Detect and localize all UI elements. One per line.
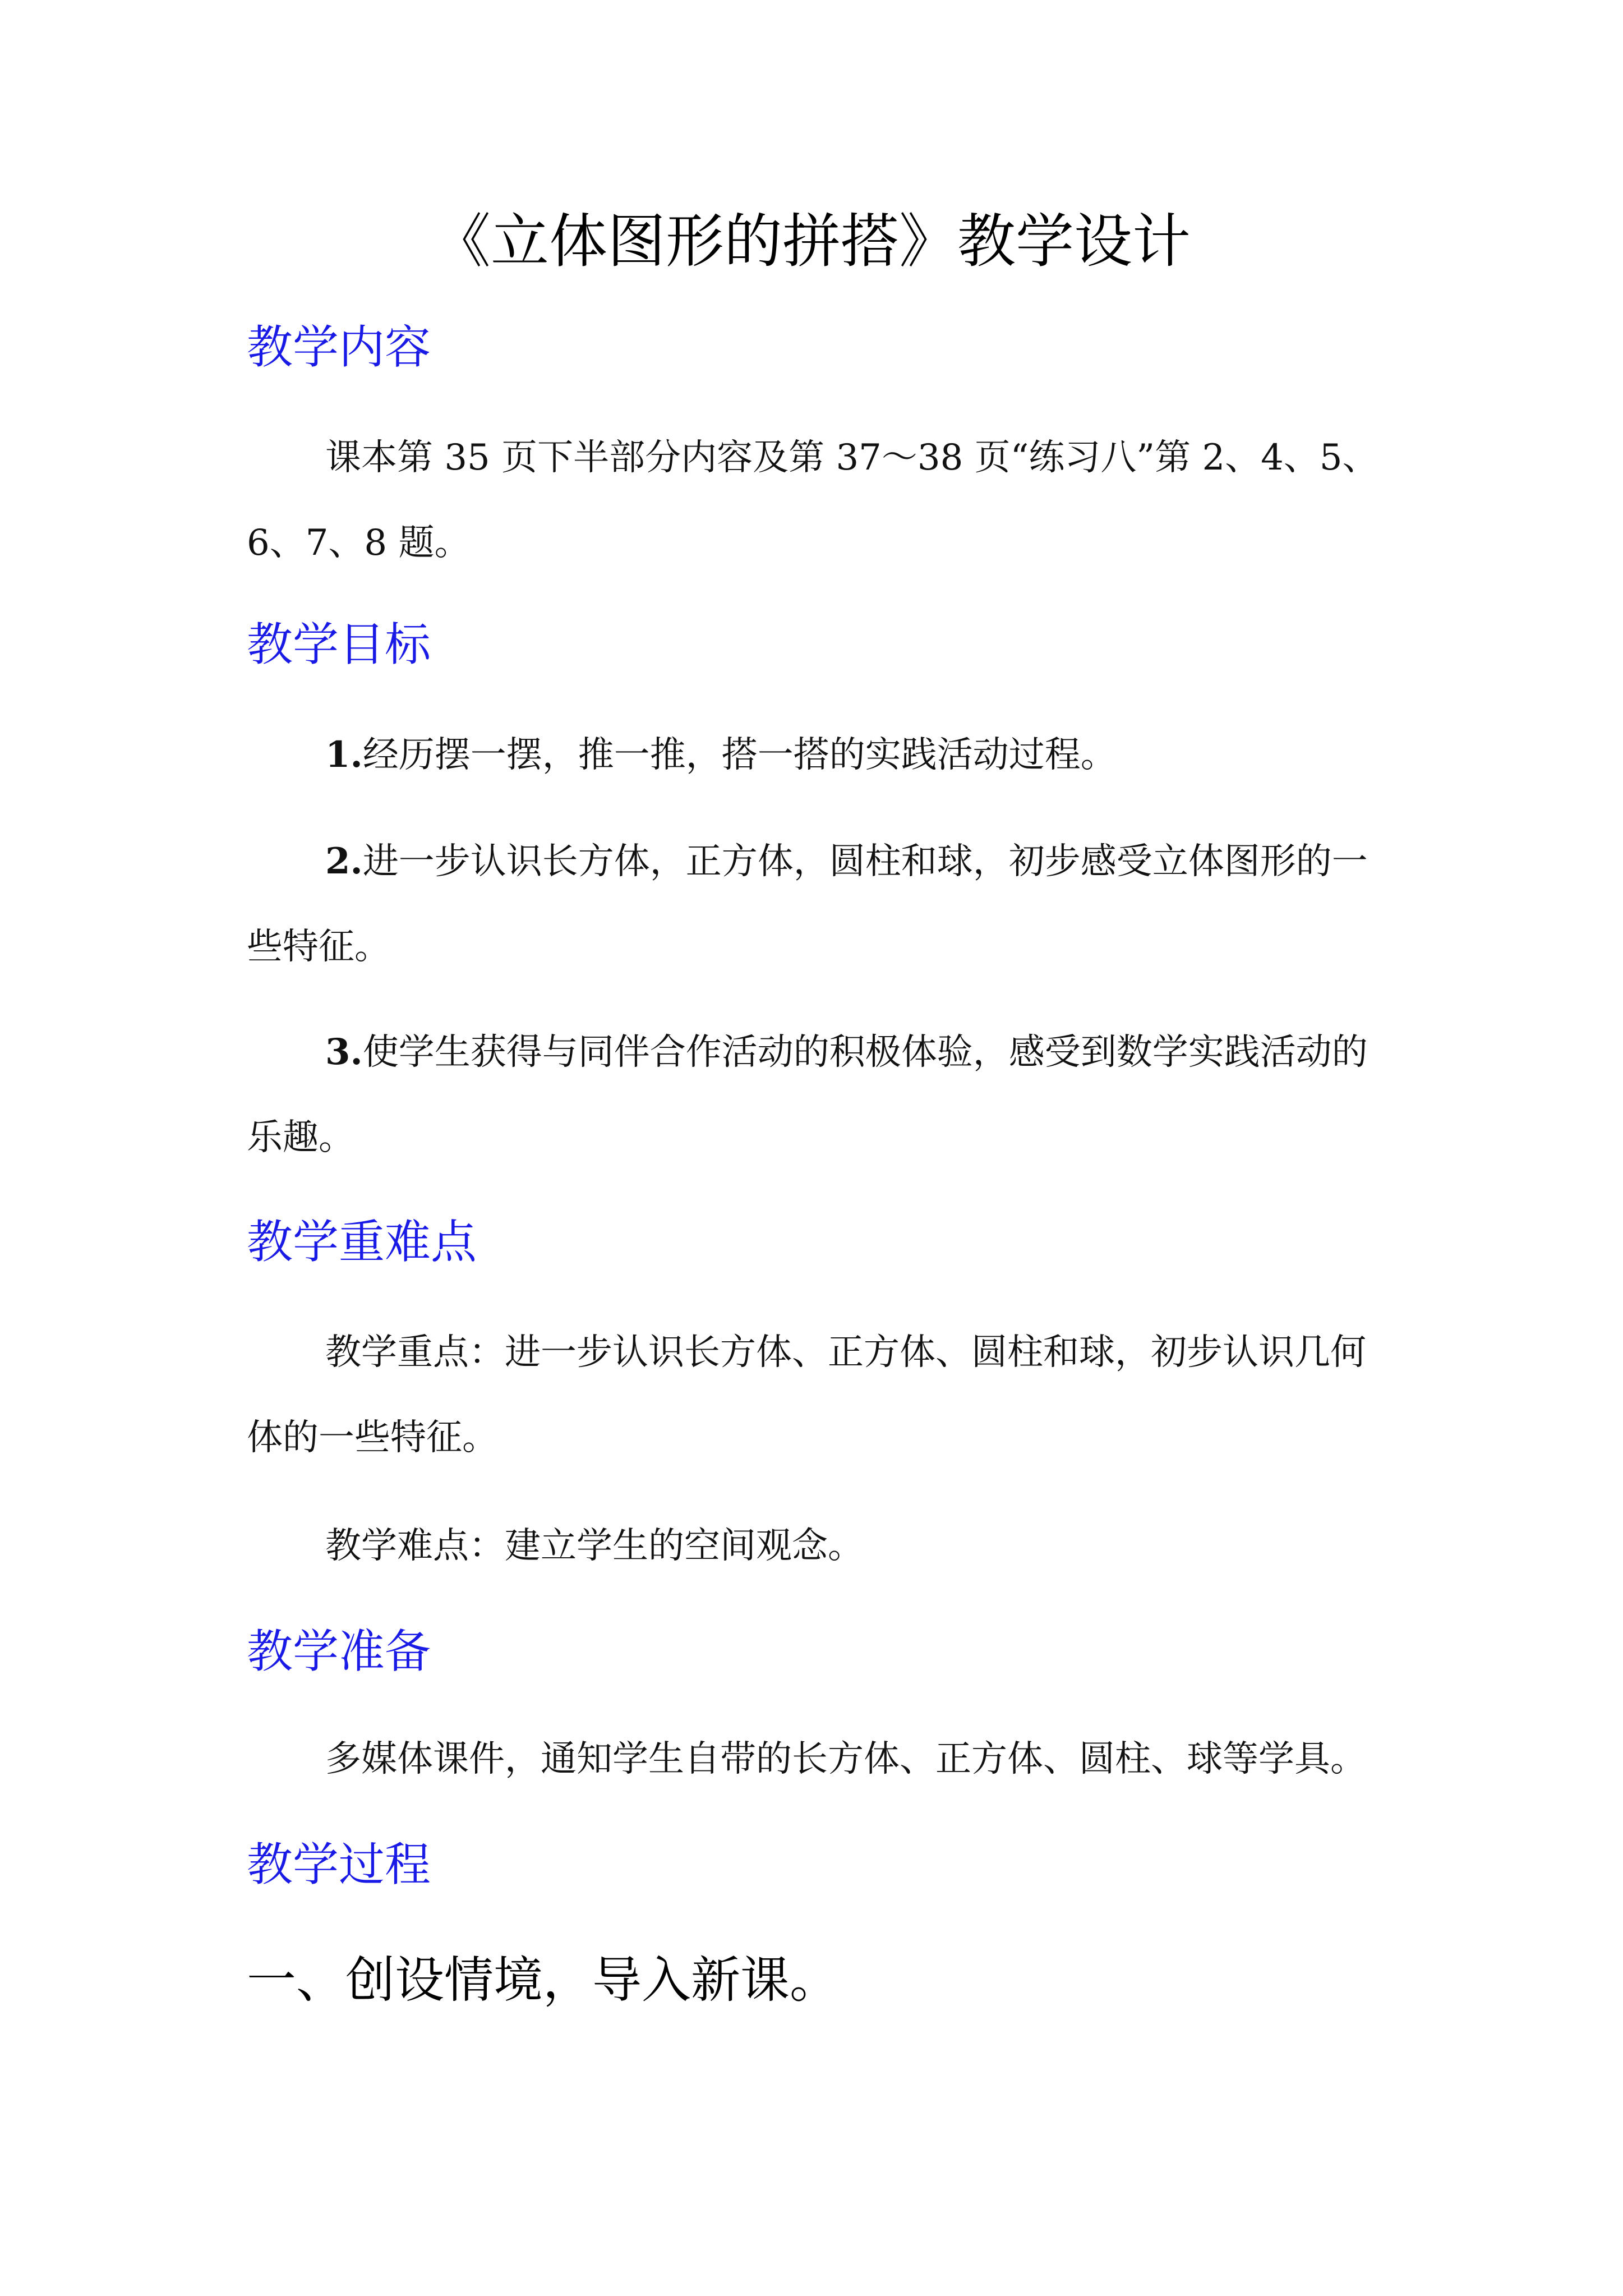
- heading-teaching-preparation: 教学准备: [247, 1625, 431, 1678]
- objective-text: 使学生获得与同伴合作活动的积极体验，感受到数学实践活动的乐趣。: [247, 1032, 1368, 1158]
- objective-text: 进一步认识长方体，正方体，圆柱和球，初步感受立体图形的一些特征。: [247, 841, 1368, 968]
- objective-item: [247, 1010, 1385, 1180]
- objective-text: 经历摆一摆，推一推，搭一搭的实践活动过程。: [362, 734, 1117, 776]
- heading-teaching-objectives: 教学目标: [247, 618, 431, 671]
- objective-item: [247, 712, 1385, 798]
- heading-teaching-process: 教学过程: [247, 1838, 431, 1892]
- objective-number: 3.: [325, 1031, 363, 1073]
- heading-key-difficult-points: 教学重难点: [247, 1216, 477, 1269]
- objective-number: 2.: [325, 840, 363, 882]
- heading-teaching-content: 教学内容: [247, 321, 431, 374]
- objective-number: 1.: [325, 734, 363, 776]
- objective-item: [247, 819, 1385, 990]
- teaching-content-paragraph: 课本第 35 页下半部分内容及第 37～38 页“练习八”第 2、4、5、6、7、8 题。: [247, 437, 1378, 564]
- teaching-difficulty-paragraph: 教学难点：建立学生的空间观念。: [325, 1525, 864, 1567]
- document-title: 《立体图形的拼搭》教学设计: [432, 207, 1191, 275]
- teaching-preparation-paragraph: 多媒体课件，通知学生自带的长方体、正方体、圆柱、球等学具。: [325, 1738, 1366, 1780]
- process-step-title: 一、创设情境，导入新课。: [247, 1951, 840, 2009]
- teaching-focus-paragraph: 教学重点：进一步认识长方体、正方体、圆柱和球，初步认识几何体的一些特征。: [247, 1332, 1366, 1458]
